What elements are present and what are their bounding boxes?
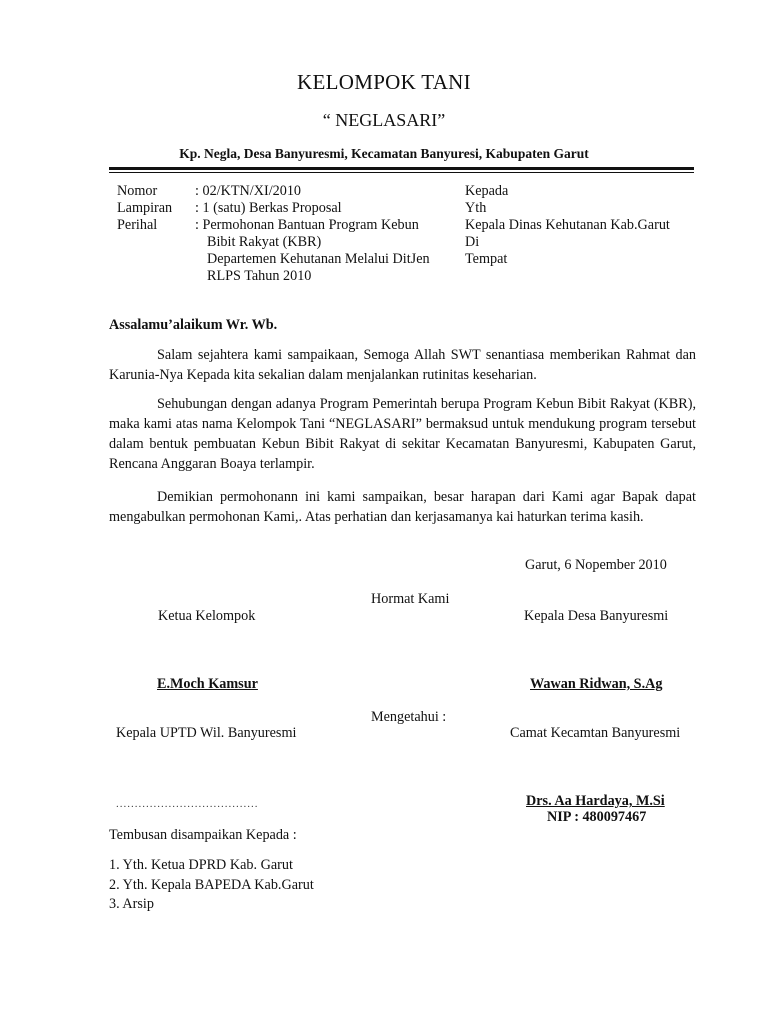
cc-heading: Tembusan disampaikan Kepada : xyxy=(109,827,297,843)
perihal-value-1: : Permohonan Bantuan Program Kebun xyxy=(195,217,419,233)
letterhead-address: Kp. Negla, Desa Banyuresmi, Kecamatan Banyuresi, Kabupaten Garut xyxy=(179,146,589,161)
perihal-value-4: RLPS Tahun 2010 xyxy=(207,268,312,284)
left-signer-title: Ketua Kelompok xyxy=(158,608,256,624)
perihal-value-2: Bibit Rakyat (KBR) xyxy=(207,234,322,250)
body-paragraph-3-text: Demikian permohonann ini kami sampaikan, besar harapan dari Kami agar Bapak dapat mengabulkan permohonan Kami,. Atas perhatian dan kerjasamanya kai haturkan terima kasih. xyxy=(109,489,696,525)
right-signer-name-2: Drs. Aa Hardaya, M.Si xyxy=(526,793,665,809)
cc-item: 2. Yth. Kepala BAPEDA Kab.Garut xyxy=(109,877,314,893)
body-paragraph-2-text: Sehubungan dengan adanya Program Pemerintah berupa Program Kebun Bibit Rakyat (KBR), maka kami atas nama Kelompok Tani “NEGLASARI” bermaksud untuk mendukung program tersebut dalam bentuk pembuatan Kebun Bibit Rakyat di sekitar Kecamatan Banyuresmi, Kabupaten Garut, Rencana Anggaran Boaya terlampir. xyxy=(109,396,696,472)
lampiran-label: Lampiran xyxy=(117,200,173,216)
left-signer-title-2: Kepala UPTD Wil. Banyuresmi xyxy=(116,725,297,741)
recipient-place: Tempat xyxy=(465,251,508,267)
left-signer-name-2-placeholder: ...................................... xyxy=(116,798,259,810)
recipient-kepada: Kepada xyxy=(465,183,509,199)
nomor-label: Nomor xyxy=(117,183,158,199)
mengetahui: Mengetahui : xyxy=(371,709,447,725)
letterhead-rule-thick xyxy=(109,167,694,170)
recipient-name: Kepala Dinas Kehutanan Kab.Garut xyxy=(465,217,670,233)
perihal-label: Perihal xyxy=(117,217,158,233)
recipient-yth: Yth xyxy=(465,200,487,216)
lampiran-value: : 1 (satu) Berkas Proposal xyxy=(195,200,342,216)
right-signer-title: Kepala Desa Banyuresmi xyxy=(524,608,669,624)
place-date: Garut, 6 Nopember 2010 xyxy=(525,557,667,573)
cc-item: 3. Arsip xyxy=(109,896,154,912)
right-signer-name: Wawan Ridwan, S.Ag xyxy=(530,676,663,692)
perihal-value-3: Departemen Kehutanan Melalui DitJen xyxy=(207,251,430,267)
cc-item: 1. Yth. Ketua DPRD Kab. Garut xyxy=(109,857,293,873)
right-signer-title-2: Camat Kecamtan Banyuresmi xyxy=(510,725,681,741)
nomor-value: : 02/KTN/XI/2010 xyxy=(195,183,302,199)
letterhead-title: KELOMPOK TANI xyxy=(297,70,471,94)
recipient-di: Di xyxy=(465,234,480,250)
left-signer-name: E.Moch Kamsur xyxy=(157,676,258,692)
hormat-kami: Hormat Kami xyxy=(371,591,450,607)
letterhead-subtitle: “ NEGLASARI” xyxy=(322,110,446,130)
greeting: Assalamu’alaikum Wr. Wb. xyxy=(109,317,278,333)
body-paragraph-1 xyxy=(109,345,696,385)
letterhead-rule-thin xyxy=(109,172,694,173)
body-paragraph-3 xyxy=(109,487,696,527)
body-paragraph-1-text: Salam sejahtera kami sampaikaan, Semoga Allah SWT senantiasa memberikan Rahmat dan Karunia-Nya Kepada kita sekalian dalam menjalankan rutinitas keseharian. xyxy=(109,347,696,383)
right-signer-nip: NIP : 480097467 xyxy=(547,809,647,825)
body-paragraph-2 xyxy=(109,394,696,474)
